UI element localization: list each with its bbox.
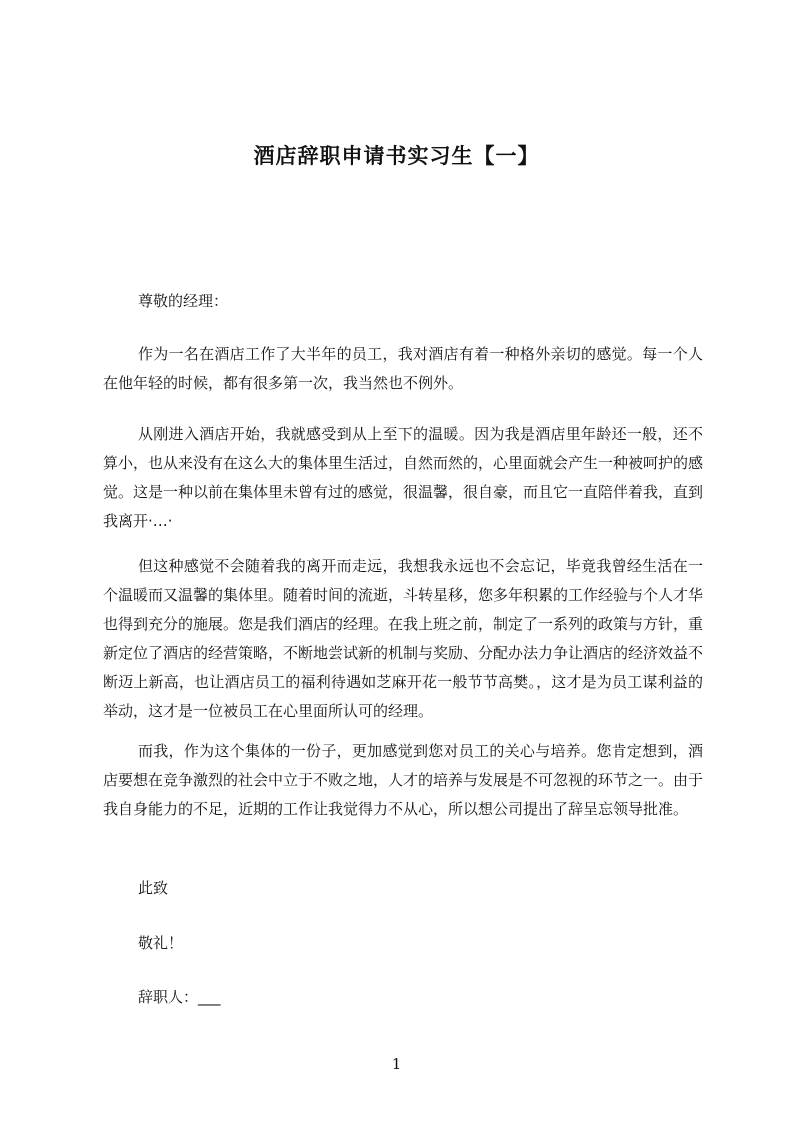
paragraph-2: 从刚进入酒店开始，我就感受到从上至下的温暖。因为我是酒店里年龄还一般，还不算小，也从来没有在这么大的集体里生活过，自然而然的，心里面就会产生一种被呵护的感觉。这是一种以前在集体里未曾有过的感觉，很温馨，很自豪，而且它一直陪伴着我，直到我离开·…· — [103, 425, 704, 530]
regards-line: 敬礼！ — [138, 934, 184, 952]
paragraph-4: 而我，作为这个集体的一份子，更加感觉到您对员工的关心与培养。您肯定想到，酒店要想在竞争激烈的社会中立于不败之地，人才的培养与发展是不可忽视的环节之一。由于我自身能力的不足，近期的工作让我觉得力不从心，所以想公司提出了辞呈忘领导批准。 — [103, 742, 704, 818]
signature-line: 辞职人：___ — [138, 988, 221, 1006]
paragraph-3: 但这种感觉不会随着我的离开而走远，我想我永远也不会忘记，毕竟我曾经生活在一个温暖而又温馨的集体里。随着时间的流逝，斗转星移，您多年积累的工作经验与个人才华也得到充分的施展。您是我们酒店的经理。在我上班之前，制定了一系列的政策与方针，重新定位了酒店的经营策略，不断地尝试新的机制与奖励、分配办法力争让酒店的经济效益不断迈上新高，也让酒店员工的福利待遇如芝麻开花一般节节高樊。，这才是为员工谋利益的举动，这才是一位被员工在心里面所认可的经理。 — [103, 557, 704, 720]
salutation: 尊敬的经理： — [138, 292, 229, 310]
closing-line: 此致 — [138, 879, 169, 897]
paragraph-1: 作为一名在酒店工作了大半年的员工，我对酒店有着一种格外亲切的感觉。每一个人在他年轻的时候，都有很多第一次，我当然也不例外。 — [103, 345, 703, 392]
page-title: 酒店辞职申请书实习生【一】 — [253, 144, 540, 168]
page-number: 1 — [391, 1055, 402, 1073]
